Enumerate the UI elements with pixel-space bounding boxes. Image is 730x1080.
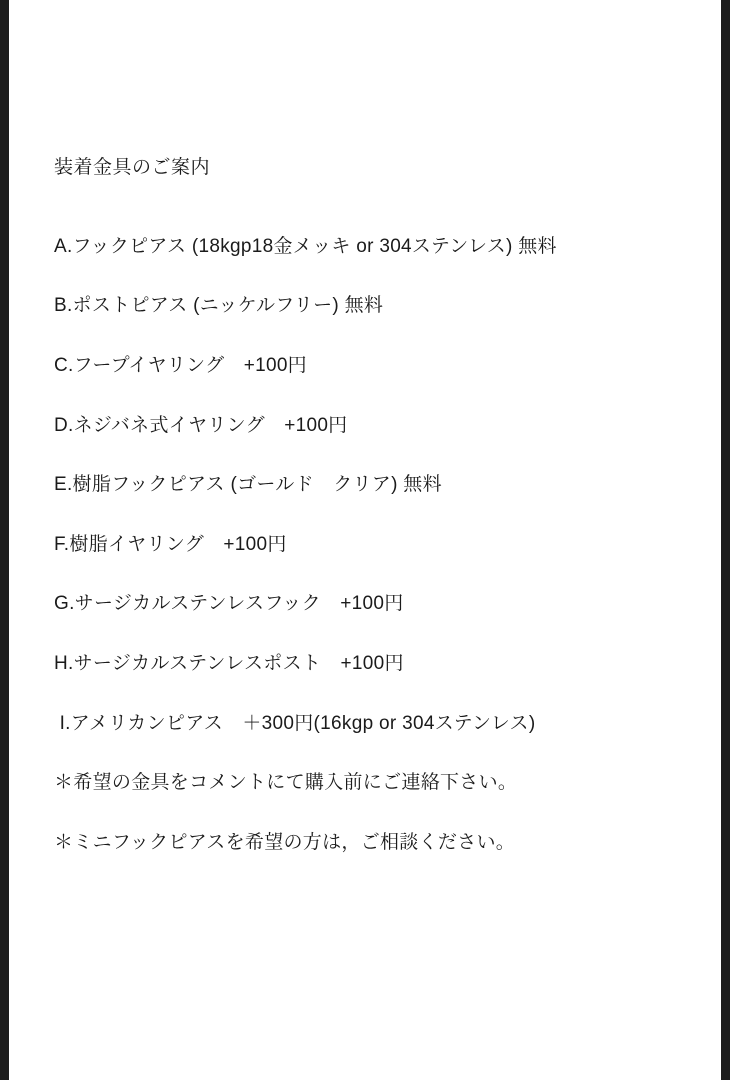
page-title: 装着金具のご案内 <box>54 157 211 178</box>
note-line: ＊ミニフックピアスを希望の方は，ご相談ください。 <box>54 832 516 853</box>
list-item: A.フックピアス (18kgp18金メッキ or 304ステンレス) 無料 <box>54 235 557 257</box>
list-item: C.フープイヤリング +100円 <box>54 354 307 376</box>
note-line: ＊希望の金具をコメントにて購入前にご連絡下さい。 <box>54 772 518 794</box>
list-item: B.ポストピアス (ニッケルフリー) 無料 <box>54 295 384 317</box>
notes-section <box>54 770 691 855</box>
list-item: D.ネジバネ式イヤリング +100円 <box>54 414 348 436</box>
list-item: I.アメリカンピアス ＋300円(16kgp or 304ステンレス) <box>54 712 536 734</box>
fittings-option-list <box>54 234 691 737</box>
document-content <box>54 155 691 890</box>
list-item: G.サージカルステンレスフック +100円 <box>54 593 404 615</box>
list-item: F.樹脂イヤリング +100円 <box>54 533 287 555</box>
list-item: E.樹脂フックピアス (ゴールド クリア) 無料 <box>54 474 442 496</box>
document-sheet <box>9 0 721 1080</box>
list-item: H.サージカルステンレスポスト +100円 <box>54 653 404 675</box>
